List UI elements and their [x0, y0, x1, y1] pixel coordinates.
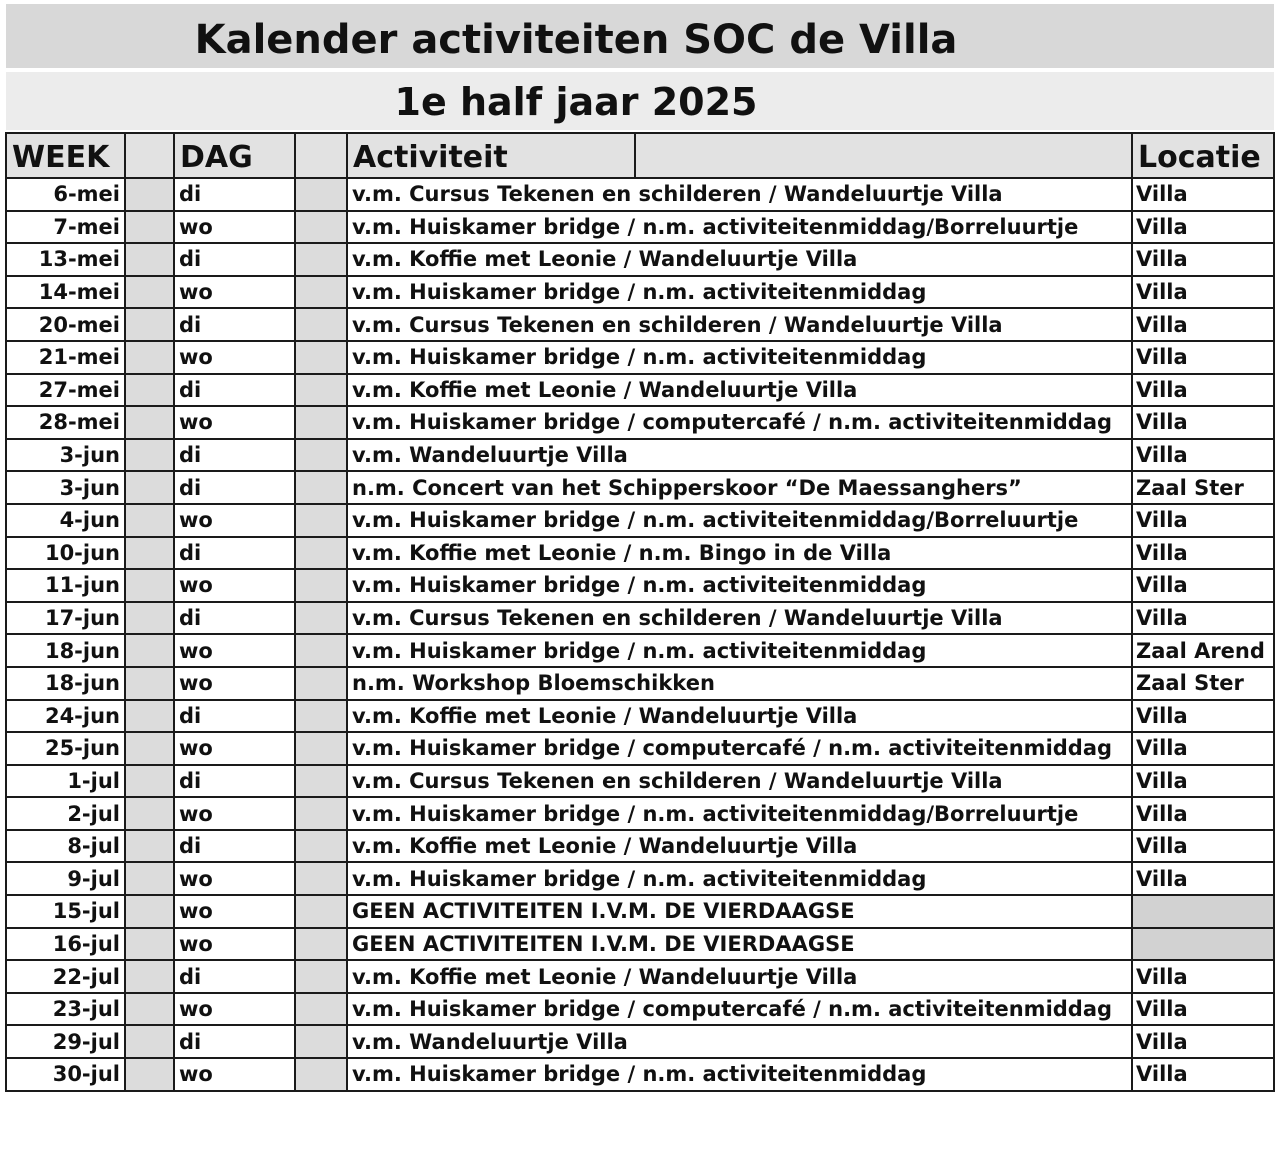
cell-dag: wo — [174, 634, 295, 667]
cell-week: 28-mei — [6, 406, 125, 439]
cell-locatie: Zaal Ster — [1132, 471, 1274, 504]
cell-dag: wo — [174, 276, 295, 309]
cell-spacer — [125, 895, 174, 928]
cell-locatie: Villa — [1132, 374, 1274, 407]
cell-activiteit: v.m. Cursus Tekenen en schilderen / Wandeluurtje Villa — [347, 308, 1132, 341]
cell-locatie — [1132, 895, 1274, 928]
cell-locatie: Villa — [1132, 797, 1274, 830]
table-row — [6, 276, 1274, 309]
cell-activiteit: v.m. Koffie met Leonie / Wandeluurtje Villa — [347, 960, 1132, 993]
cell-locatie: Villa — [1132, 439, 1274, 472]
cell-spacer — [295, 700, 347, 733]
table-row — [6, 178, 1274, 211]
cell-spacer — [295, 243, 347, 276]
cell-spacer — [125, 504, 174, 537]
cell-week: 21-mei — [6, 341, 125, 374]
cell-week: 17-jun — [6, 602, 125, 635]
table-row — [6, 602, 1274, 635]
cell-activiteit: v.m. Huiskamer bridge / computercafé / n.m. activiteitenmiddag — [347, 993, 1132, 1026]
cell-spacer — [125, 211, 174, 244]
column-header-spacer — [125, 133, 174, 178]
cell-dag: wo — [174, 341, 295, 374]
cell-spacer — [125, 439, 174, 472]
table-row — [6, 537, 1274, 570]
table-row — [6, 830, 1274, 863]
cell-dag: di — [174, 765, 295, 798]
table-row — [6, 862, 1274, 895]
activity-calendar-table — [5, 132, 1275, 1092]
cell-spacer — [295, 1058, 347, 1091]
cell-dag: di — [174, 960, 295, 993]
table-row — [6, 406, 1274, 439]
cell-spacer — [295, 993, 347, 1026]
cell-locatie: Villa — [1132, 700, 1274, 733]
cell-dag: wo — [174, 862, 295, 895]
cell-week: 2-jul — [6, 797, 125, 830]
cell-activiteit: v.m. Huiskamer bridge / n.m. activiteitenmiddag/Borreluurtje — [347, 211, 1132, 244]
cell-locatie — [1132, 928, 1274, 961]
cell-activiteit: v.m. Huiskamer bridge / n.m. activiteitenmiddag — [347, 862, 1132, 895]
cell-dag: di — [174, 243, 295, 276]
cell-dag: wo — [174, 993, 295, 1026]
cell-spacer — [295, 765, 347, 798]
cell-activiteit: v.m. Huiskamer bridge / n.m. activiteitenmiddag/Borreluurtje — [347, 797, 1132, 830]
cell-locatie: Villa — [1132, 960, 1274, 993]
cell-dag: di — [174, 439, 295, 472]
cell-spacer — [125, 602, 174, 635]
cell-spacer — [295, 1025, 347, 1058]
cell-spacer — [125, 341, 174, 374]
cell-spacer — [125, 374, 174, 407]
cell-locatie: Villa — [1132, 1025, 1274, 1058]
column-header-dag: DAG — [174, 133, 295, 178]
cell-week: 27-mei — [6, 374, 125, 407]
table-row — [6, 243, 1274, 276]
cell-spacer — [125, 243, 174, 276]
cell-activiteit: v.m. Koffie met Leonie / Wandeluurtje Villa — [347, 700, 1132, 733]
cell-dag: wo — [174, 211, 295, 244]
table-row — [6, 960, 1274, 993]
column-header-activiteit — [347, 133, 1132, 178]
cell-spacer — [295, 667, 347, 700]
header-row — [6, 133, 1274, 178]
cell-locatie: Zaal Ster — [1132, 667, 1274, 700]
cell-spacer — [295, 895, 347, 928]
cell-week: 9-jul — [6, 862, 125, 895]
cell-activiteit: v.m. Huiskamer bridge / computercafé / n.m. activiteitenmiddag — [347, 406, 1132, 439]
cell-activiteit: n.m. Workshop Bloemschikken — [347, 667, 1132, 700]
cell-spacer — [295, 537, 347, 570]
cell-spacer — [295, 569, 347, 602]
cell-spacer — [295, 960, 347, 993]
table-row — [6, 895, 1274, 928]
cell-locatie: Villa — [1132, 732, 1274, 765]
cell-activiteit: v.m. Cursus Tekenen en schilderen / Wandeluurtje Villa — [347, 178, 1132, 211]
cell-spacer — [295, 732, 347, 765]
cell-dag: di — [174, 537, 295, 570]
cell-week: 15-jul — [6, 895, 125, 928]
cell-spacer — [125, 406, 174, 439]
cell-locatie: Villa — [1132, 178, 1274, 211]
cell-dag: di — [174, 471, 295, 504]
cell-dag: di — [174, 1025, 295, 1058]
cell-activiteit: v.m. Koffie met Leonie / n.m. Bingo in de Villa — [347, 537, 1132, 570]
table-row — [6, 471, 1274, 504]
cell-spacer — [125, 276, 174, 309]
cell-activiteit: v.m. Huiskamer bridge / n.m. activiteitenmiddag — [347, 276, 1132, 309]
cell-spacer — [125, 471, 174, 504]
cell-dag: di — [174, 830, 295, 863]
cell-week: 3-jun — [6, 439, 125, 472]
table-row — [6, 993, 1274, 1026]
cell-week: 7-mei — [6, 211, 125, 244]
column-header-locatie: Locatie — [1132, 133, 1274, 178]
cell-week: 18-jun — [6, 634, 125, 667]
cell-dag: wo — [174, 895, 295, 928]
cell-activiteit: v.m. Huiskamer bridge / n.m. activiteitenmiddag — [347, 1058, 1132, 1091]
cell-week: 24-jun — [6, 700, 125, 733]
cell-spacer — [125, 569, 174, 602]
cell-week: 25-jun — [6, 732, 125, 765]
cell-spacer — [295, 276, 347, 309]
cell-spacer — [125, 797, 174, 830]
cell-spacer — [125, 830, 174, 863]
title-band — [6, 4, 1274, 68]
cell-locatie: Villa — [1132, 993, 1274, 1026]
cell-spacer — [125, 537, 174, 570]
cell-spacer — [295, 602, 347, 635]
cell-dag: wo — [174, 667, 295, 700]
cell-activiteit: v.m. Koffie met Leonie / Wandeluurtje Villa — [347, 374, 1132, 407]
cell-activiteit: v.m. Huiskamer bridge / n.m. activiteitenmiddag/Borreluurtje — [347, 504, 1132, 537]
cell-dag: wo — [174, 569, 295, 602]
cell-locatie: Villa — [1132, 308, 1274, 341]
cell-dag: di — [174, 602, 295, 635]
cell-spacer — [125, 700, 174, 733]
cell-spacer — [295, 439, 347, 472]
cell-week: 10-jun — [6, 537, 125, 570]
cell-activiteit: v.m. Cursus Tekenen en schilderen / Wandeluurtje Villa — [347, 602, 1132, 635]
cell-dag: wo — [174, 504, 295, 537]
cell-spacer — [125, 765, 174, 798]
cell-locatie: Villa — [1132, 537, 1274, 570]
cell-spacer — [295, 634, 347, 667]
cell-spacer — [125, 667, 174, 700]
cell-activiteit: v.m. Huiskamer bridge / n.m. activiteitenmiddag — [347, 569, 1132, 602]
table-row — [6, 732, 1274, 765]
cell-locatie: Villa — [1132, 504, 1274, 537]
cell-locatie: Villa — [1132, 602, 1274, 635]
cell-locatie: Villa — [1132, 862, 1274, 895]
cell-week: 22-jul — [6, 960, 125, 993]
cell-dag: wo — [174, 732, 295, 765]
cell-locatie: Villa — [1132, 406, 1274, 439]
cell-spacer — [125, 993, 174, 1026]
cell-activiteit: v.m. Wandeluurtje Villa — [347, 1025, 1132, 1058]
cell-week: 16-jul — [6, 928, 125, 961]
cell-spacer — [295, 830, 347, 863]
cell-spacer — [295, 471, 347, 504]
cell-week: 11-jun — [6, 569, 125, 602]
cell-week: 20-mei — [6, 308, 125, 341]
cell-spacer — [295, 211, 347, 244]
table-row — [6, 211, 1274, 244]
cell-spacer — [125, 308, 174, 341]
cell-activiteit: GEEN ACTIVITEITEN I.V.M. DE VIERDAAGSE — [347, 928, 1132, 961]
cell-locatie: Villa — [1132, 341, 1274, 374]
cell-dag: wo — [174, 797, 295, 830]
table-row — [6, 1058, 1274, 1091]
cell-week: 8-jul — [6, 830, 125, 863]
cell-week: 13-mei — [6, 243, 125, 276]
cell-dag: wo — [174, 1058, 295, 1091]
cell-week: 29-jul — [6, 1025, 125, 1058]
cell-spacer — [125, 178, 174, 211]
cell-locatie: Villa — [1132, 211, 1274, 244]
cell-activiteit: n.m. Concert van het Schipperskoor “De Maessanghers” — [347, 471, 1132, 504]
cell-activiteit: v.m. Koffie met Leonie / Wandeluurtje Villa — [347, 243, 1132, 276]
cell-spacer — [295, 862, 347, 895]
header-divider — [634, 134, 636, 177]
column-header-activiteit-label: Activiteit — [353, 140, 508, 175]
cell-activiteit: v.m. Huiskamer bridge / n.m. activiteitenmiddag — [347, 341, 1132, 374]
table-row — [6, 797, 1274, 830]
cell-spacer — [125, 960, 174, 993]
cell-spacer — [125, 928, 174, 961]
table-row — [6, 700, 1274, 733]
cell-locatie: Villa — [1132, 243, 1274, 276]
cell-spacer — [295, 797, 347, 830]
cell-week: 23-jul — [6, 993, 125, 1026]
cell-spacer — [125, 862, 174, 895]
cell-week: 1-jul — [6, 765, 125, 798]
cell-week: 3-jun — [6, 471, 125, 504]
cell-locatie: Villa — [1132, 569, 1274, 602]
cell-activiteit: v.m. Wandeluurtje Villa — [347, 439, 1132, 472]
cell-locatie: Villa — [1132, 830, 1274, 863]
cell-week: 30-jul — [6, 1058, 125, 1091]
table-row — [6, 928, 1274, 961]
cell-week: 4-jun — [6, 504, 125, 537]
cell-activiteit: v.m. Koffie met Leonie / Wandeluurtje Villa — [347, 830, 1132, 863]
cell-locatie: Villa — [1132, 765, 1274, 798]
cell-locatie: Zaal Arend — [1132, 634, 1274, 667]
cell-spacer — [295, 341, 347, 374]
cell-locatie: Villa — [1132, 276, 1274, 309]
cell-dag: di — [174, 374, 295, 407]
cell-spacer — [125, 732, 174, 765]
cell-dag: wo — [174, 406, 295, 439]
cell-spacer — [295, 406, 347, 439]
calendar-rows — [6, 178, 1274, 1091]
cell-dag: wo — [174, 928, 295, 961]
column-header-week: WEEK — [6, 133, 125, 178]
cell-spacer — [295, 374, 347, 407]
cell-week: 18-jun — [6, 667, 125, 700]
table-row — [6, 667, 1274, 700]
cell-activiteit: GEEN ACTIVITEITEN I.V.M. DE VIERDAAGSE — [347, 895, 1132, 928]
cell-dag: di — [174, 308, 295, 341]
cell-activiteit: v.m. Cursus Tekenen en schilderen / Wandeluurtje Villa — [347, 765, 1132, 798]
table-row — [6, 569, 1274, 602]
cell-week: 14-mei — [6, 276, 125, 309]
table-row — [6, 341, 1274, 374]
cell-dag: di — [174, 700, 295, 733]
cell-spacer — [295, 928, 347, 961]
cell-locatie: Villa — [1132, 1058, 1274, 1091]
cell-activiteit: v.m. Huiskamer bridge / computercafé / n.m. activiteitenmiddag — [347, 732, 1132, 765]
cell-spacer — [295, 178, 347, 211]
cell-spacer — [125, 1025, 174, 1058]
subtitle-band — [6, 72, 1274, 130]
cell-week: 6-mei — [6, 178, 125, 211]
table-row — [6, 439, 1274, 472]
table-row — [6, 504, 1274, 537]
table-row — [6, 634, 1274, 667]
cell-spacer — [295, 504, 347, 537]
page-subtitle: 1e half jaar 2025 — [394, 80, 758, 124]
cell-spacer — [125, 1058, 174, 1091]
table-row — [6, 765, 1274, 798]
cell-dag: di — [174, 178, 295, 211]
table-row — [6, 308, 1274, 341]
cell-activiteit: v.m. Huiskamer bridge / n.m. activiteitenmiddag — [347, 634, 1132, 667]
cell-spacer — [295, 308, 347, 341]
table-row — [6, 1025, 1274, 1058]
cell-spacer — [125, 634, 174, 667]
page-title: Kalender activiteiten SOC de Villa — [194, 17, 958, 63]
table-row — [6, 374, 1274, 407]
column-header-spacer — [295, 133, 347, 178]
